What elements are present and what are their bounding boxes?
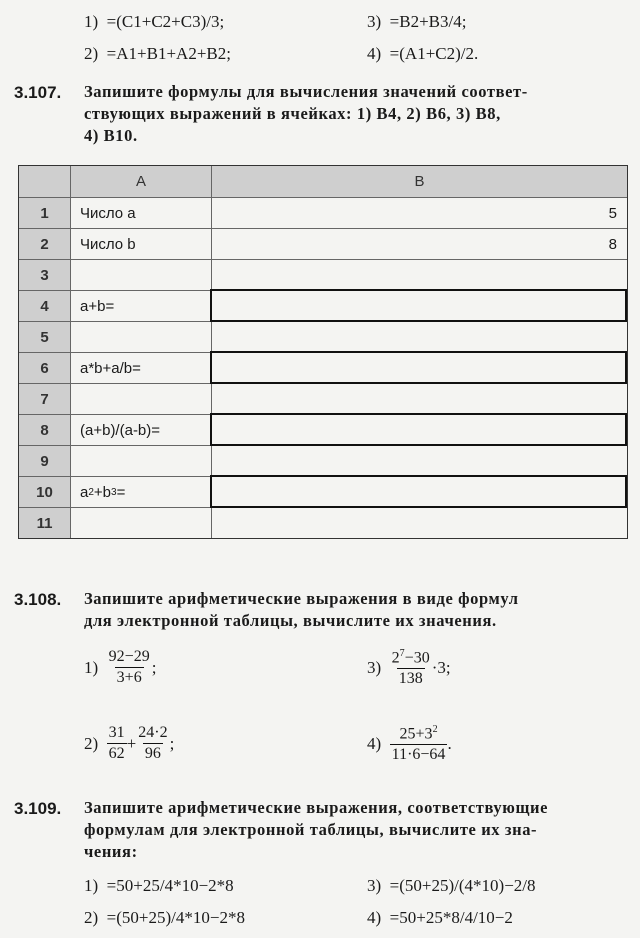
item-number: 3) [367,658,382,678]
task-109-item-4 [367,908,513,928]
denominator: 138 [398,670,423,688]
row-header: 5 [19,322,71,352]
item-formula: =50+25*8/4/10−2 [389,908,513,927]
sheet-row-7 [19,383,627,414]
numerator: 24·2 [138,724,168,741]
expr-part: = [116,483,126,501]
option-text: =B2+B3/4; [389,12,467,31]
task-text-line: 4) B10. [84,126,138,145]
corner-cell [19,166,71,197]
sheet-row-5 [19,321,627,352]
task-108-text [84,588,624,632]
exponent: 3 [111,486,117,498]
row-header: 2 [19,229,71,259]
cell-b [212,384,627,414]
cell-a [71,384,212,414]
option-number: 3) [367,12,382,31]
tail: . [447,734,452,754]
task-109-item-2 [84,908,245,928]
exponent: 7 [399,648,405,659]
task-number-107: 3.107. [14,83,62,102]
sheet-row-6 [19,352,627,383]
row-header: 6 [19,353,71,383]
task-109-item-1 [84,876,234,896]
item-number: 1) [84,876,99,895]
spreadsheet-table [18,165,628,539]
sheet-row-3 [19,259,627,290]
tail: ; [151,657,157,677]
sheet-row-8 [19,414,627,445]
tail: ; [169,733,175,753]
answer-cell-b6[interactable] [212,353,627,383]
denominator: 11·6−64 [391,746,446,764]
item-formula: =(50+25)/4*10−2*8 [106,908,245,927]
option-text: =(C1+C2+C3)/3; [106,12,225,31]
option-text: =A1+B1+A2+B2; [106,44,231,63]
answer-cell-b10[interactable] [212,477,627,507]
row-header: 8 [19,415,71,445]
sheet-row-9 [19,445,627,476]
exponent: 2 [88,486,94,498]
task-108-item-3 [367,648,451,688]
task-108-item-1 [84,648,156,687]
answer-cell-b4[interactable] [212,291,627,321]
cell-b [212,508,627,538]
cell-a: a+b= [71,291,212,321]
tail: ·3; [431,658,451,678]
item-number: 3) [367,876,382,895]
task-108-item-2 [84,724,174,763]
cell-b [212,446,627,476]
denominator: 96 [144,745,161,762]
item-number: 2) [84,908,99,927]
task-text-line: чения: [84,842,138,861]
column-header-b: B [212,166,627,197]
row-header: 3 [19,260,71,290]
prev-option-1 [84,12,224,32]
sheet-row-1 [19,197,627,228]
sheet-row-10 [19,476,627,507]
task-text-line: Запишите арифметические выражения, соответствующие [84,798,549,817]
numerator [390,648,432,668]
task-109-item-3 [367,876,536,896]
row-header: 7 [19,384,71,414]
task-text-line: Запишите формулы для вычисления значений соответ- [84,82,528,101]
item-number: 4) [367,734,382,754]
numerator [398,724,440,744]
task-text-line: Запишите арифметические выражения в виде формул [84,589,519,608]
denominator: 3+6 [116,669,142,686]
cell-a: a*b+a/b= [71,353,212,383]
task-107-text [84,81,624,147]
cell-b [212,322,627,352]
item-number: 2) [84,733,99,753]
item-formula: =50+25/4*10−2*8 [106,876,234,895]
row-header: 9 [19,446,71,476]
expr-part: +b [93,483,112,501]
row-header: 4 [19,291,71,321]
task-text-line: ствующих выражений в ячейках: 1) B4, 2) B6, 3) B8, [84,104,501,123]
cell-a [71,446,212,476]
numerator: 92−29 [108,648,150,665]
cell-a [71,322,212,352]
option-number: 4) [367,44,382,63]
row-header: 1 [19,198,71,228]
row-header: 10 [19,477,71,507]
numerator: 31 [108,724,125,741]
rest: −30 [404,649,430,667]
task-108-item-4 [367,724,452,764]
fraction [107,724,127,763]
sheet-row-11 [19,507,627,538]
fraction [136,724,169,763]
cell-a: (a+b)/(a-b)= [71,415,212,445]
cell-a: Число b [71,229,212,259]
item-number: 4) [367,908,382,927]
task-text-line: для электронной таблицы, вычислите их значения. [84,611,497,630]
cell-a [71,260,212,290]
cell-b: 5 [608,204,617,222]
task-text-line: формулам для электронной таблицы, вычислите их зна- [84,820,538,839]
sheet-row-4 [19,290,627,321]
fraction [390,648,432,688]
prev-option-4 [367,44,478,64]
operator: + [126,733,137,753]
cell-a [71,477,212,507]
row-header: 11 [19,508,71,538]
fraction [390,724,448,764]
fraction [107,648,152,687]
prev-option-2 [84,44,231,64]
cell-a: Число a [71,198,212,228]
task-number-108: 3.108. [14,590,62,609]
base: 25+3 [399,725,433,743]
denominator: 62 [108,745,125,762]
column-header-a: A [71,166,212,197]
sheet-row-2 [19,228,627,259]
exponent: 2 [432,724,438,735]
option-number: 1) [84,12,99,31]
task-number-109: 3.109. [14,799,62,818]
expr-part: a [80,483,89,501]
cell-b [212,260,627,290]
answer-cell-b8[interactable] [212,415,627,445]
item-number: 1) [84,657,99,677]
option-number: 2) [84,44,99,63]
column-header-row [19,166,627,197]
option-text: =(A1+C2)/2. [389,44,479,63]
item-formula: =(50+25)/(4*10)−2/8 [389,876,536,895]
cell-b: 8 [608,235,617,253]
task-109-text [84,797,624,863]
base: 2 [391,649,400,667]
cell-a [71,508,212,538]
prev-option-3 [367,12,466,32]
